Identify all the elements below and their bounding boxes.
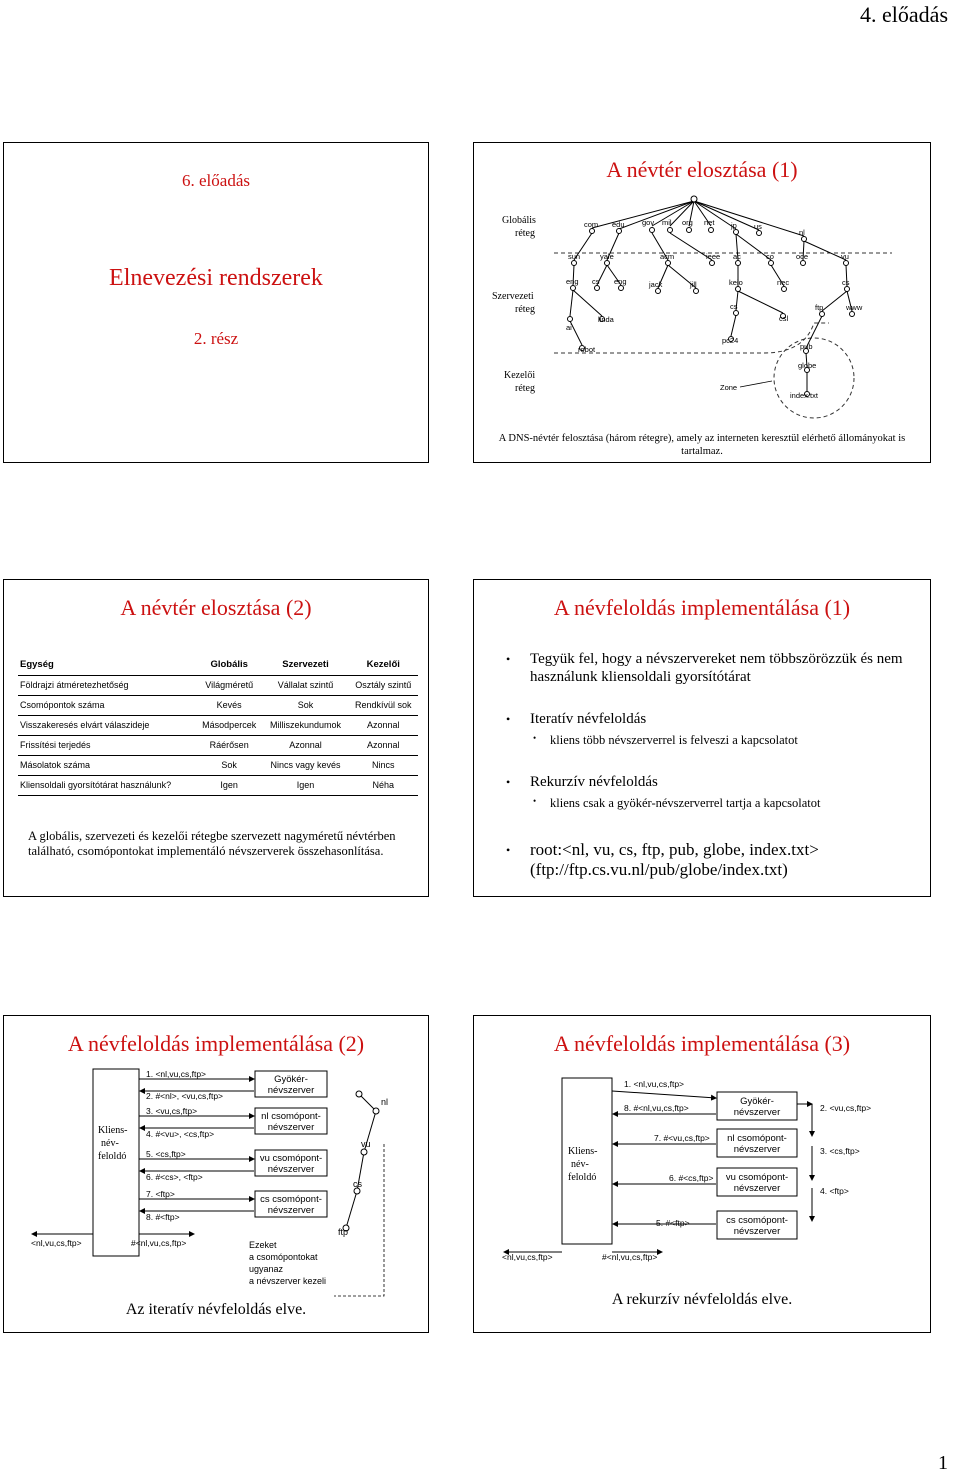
node-jill: jill: [690, 280, 697, 289]
vu-server-label-2: névszerver: [733, 1183, 781, 1194]
step-5: 5. #<ftp>: [656, 1218, 690, 1228]
node-globe: globe: [798, 361, 817, 370]
layer-global-label-1: Globális: [502, 215, 536, 226]
zone-boundary: [774, 338, 854, 418]
table-cell: Igen: [196, 775, 263, 795]
nl-server-label-1: nl csomópont-: [261, 1111, 321, 1122]
step-8: 8. #<ftp>: [146, 1212, 180, 1222]
client-label-3: feloldó: [98, 1151, 127, 1162]
step-8: 8. #<nl,vu,cs,ftp>: [624, 1103, 689, 1113]
bullet-example-path: [506, 840, 819, 880]
node-gov: gov: [642, 218, 655, 227]
col-header-global: Globális: [196, 655, 263, 675]
bullet-text: Rekurzív névfeloldás: [530, 774, 658, 790]
table-cell: Kliensoldali gyorsítótárat használunk?: [18, 775, 196, 795]
node-net: net: [704, 218, 715, 227]
node-nl: nl: [799, 228, 805, 237]
step-2: 2. #<nl>, <vu,cs,ftp>: [146, 1091, 224, 1101]
sub-bullet-recursive: [533, 796, 821, 811]
bullet-assumption: [506, 650, 910, 686]
table-cell: Csomópontok száma: [18, 695, 196, 715]
node-sun: sun: [568, 252, 581, 261]
client-label-2: név-: [101, 1138, 119, 1149]
step-6: 6. #<cs>, <ftp>: [146, 1172, 203, 1182]
tree-tag-cs: cs: [353, 1179, 362, 1189]
vu-server-label-1: vu csomópont-: [725, 1172, 789, 1183]
tree-tag-vu: vu: [361, 1139, 371, 1149]
root-server-label-2: névszerver: [267, 1085, 315, 1096]
bullet-text: kliens több névszerverrel is felveszi a kapcsolatot: [550, 733, 798, 747]
node-acm: acm: [660, 252, 675, 261]
slide-namespace-distribution-2: [3, 579, 429, 897]
bullet-dot: •: [533, 733, 537, 743]
slide-title: A névtér elosztása (2): [120, 595, 312, 620]
note-line-1: Ezeket: [249, 1240, 277, 1250]
node-com: com: [584, 220, 599, 229]
note-line-4: a névszerver kezeli: [249, 1276, 327, 1286]
node-ai: ai: [566, 323, 572, 332]
table-row: [18, 675, 418, 695]
layer-admin-label-1: Szervezeti: [492, 291, 534, 302]
table-cell: Nincs: [349, 755, 418, 775]
step-4: 4. <ftp>: [820, 1186, 849, 1196]
slide-name-resolution-2: [3, 1015, 429, 1333]
nl-server-label-1: nl csomópont-: [727, 1133, 787, 1144]
figure-caption: A rekurzív névfeloldás elve.: [611, 1291, 793, 1308]
step-7: 7. <ftp>: [146, 1189, 175, 1199]
step-1: 1. <nl,vu,cs,ftp>: [624, 1079, 685, 1089]
root-server-label-1: Gyökér-: [740, 1096, 774, 1107]
node-yale: yale: [600, 252, 614, 261]
zone-label: Zone: [720, 383, 738, 392]
node-eng-2: eng: [614, 277, 627, 286]
node-nec: nec: [777, 278, 790, 287]
dns-tree-diagram: [474, 143, 931, 463]
table-cell: Milliszekundumok: [262, 715, 348, 735]
table-cell: Osztály szintű: [349, 675, 418, 695]
node-pc24: pc24: [722, 336, 739, 345]
node-vu: vu: [841, 252, 849, 261]
table-cell: Visszakeresés elvárt válaszideje: [18, 715, 196, 735]
example-path: root:<nl, vu, cs, ftp, pub, globe, index.txt>: [530, 840, 819, 859]
node-robot: robot: [578, 345, 596, 354]
lecture-number: 6. előadás: [182, 171, 250, 190]
slide-title: A névfeloldás implementálása (3): [553, 1031, 851, 1056]
step-7: 7. #<vu,cs,ftp>: [654, 1133, 710, 1143]
layer-managerial-label-2: réteg: [515, 383, 535, 394]
table-row: [18, 695, 418, 715]
node-cs-1: cs: [592, 277, 600, 286]
bullet-dot: •: [506, 843, 511, 857]
node-mil: mil: [662, 218, 672, 227]
comparison-table: [18, 655, 418, 796]
slide-title-slide: [3, 142, 429, 463]
step-1: 1. <nl,vu,cs,ftp>: [146, 1069, 207, 1079]
figure-caption: A DNS-névtér felosztása (három rétegre), amely az interneten keresztül elérhető állományokat is tartalmaz.: [498, 433, 906, 457]
table-cell: Azonnal: [262, 735, 348, 755]
slide-title: A névfeloldás implementálása (1): [553, 595, 851, 620]
table-cell: Azonnal: [349, 715, 418, 735]
nl-server-label-2: névszerver: [267, 1122, 315, 1133]
node-oce: oce: [796, 252, 809, 261]
table-cell: Sok: [262, 695, 348, 715]
table-cell: Vállalat szintű: [262, 675, 348, 695]
table-row: [18, 775, 418, 795]
sub-bullet-iterative: [533, 733, 798, 748]
table-row: [18, 735, 418, 755]
slide-title: A névtér elosztása (1): [606, 157, 798, 182]
node-ieee: ieee: [706, 252, 721, 261]
node-jack: jack: [649, 280, 663, 289]
vu-server-label-2: névszerver: [267, 1164, 315, 1175]
slide-title: A névfeloldás implementálása (2): [67, 1031, 365, 1056]
bullet-dot: •: [533, 796, 537, 806]
tree-tag-ftp: ftp: [338, 1227, 349, 1237]
col-header-managerial: Kezelői: [349, 655, 418, 675]
recursive-resolution-diagram: [474, 1016, 931, 1333]
node-pub: pub: [800, 342, 813, 351]
bullet-dot: •: [506, 775, 511, 789]
node-ftp: ftp: [815, 303, 824, 312]
table-caption: A globális, szervezeti és kezelői rétegbe szervezett nagyméretű névtérben található, csomópontokat implementáló névszerverek összehasonlítása.: [28, 829, 396, 858]
page-number: 1: [938, 1452, 948, 1474]
node-cs-3: cs: [730, 302, 738, 311]
table-cell: Néha: [349, 775, 418, 795]
vu-server-label-1: vu csomópont-: [259, 1153, 323, 1164]
note-line-3: ugyanaz: [249, 1264, 284, 1274]
node-csl: csl: [779, 314, 789, 323]
table-cell: Frissítési terjedés: [18, 735, 196, 755]
table-cell: Másodpercek: [196, 715, 263, 735]
step-3: 3. <vu,cs,ftp>: [146, 1106, 198, 1116]
step-5: 5. <cs,ftp>: [146, 1149, 186, 1159]
node-us: us: [754, 222, 762, 231]
lecture-title: Elnevezési rendszerek: [109, 265, 323, 291]
layer-global-label-2: réteg: [515, 228, 535, 239]
table-cell: Azonnal: [349, 735, 418, 755]
table-cell: Ráérősen: [196, 735, 263, 755]
client-resolver-box: [93, 1069, 139, 1256]
right-result-label: #<nl,vu,cs,ftp>: [131, 1238, 187, 1248]
left-query-label: <nl,vu,cs,ftp>: [502, 1252, 553, 1262]
table-cell: Földrajzi átméretezhetőség: [18, 675, 196, 695]
admin-layer-boundary: [554, 323, 829, 353]
slide-name-resolution-1: [473, 579, 931, 897]
table-row: [18, 715, 418, 735]
node-cs-2: cs: [842, 278, 850, 287]
node-edu: edu: [612, 220, 625, 229]
cs-server-label-1: cs csomópont-: [260, 1194, 322, 1205]
cs-server-label-2: névszerver: [267, 1205, 315, 1216]
cs-server-label-1: cs csomópont-: [726, 1215, 788, 1226]
example-url: (ftp://ftp.cs.vu.nl/pub/globe/index.txt): [530, 860, 788, 879]
layer-managerial-label-1: Kezelői: [504, 370, 536, 381]
table-cell: Nincs vagy kevés: [262, 755, 348, 775]
table-cell: Világméretű: [196, 675, 263, 695]
client-label-1: Kliens-: [98, 1125, 128, 1136]
client-label-1: Kliens-: [568, 1146, 598, 1157]
note-boundary: [334, 1144, 384, 1296]
step-6: 6. #<cs,ftp>: [669, 1173, 714, 1183]
step-3: 3. <cs,ftp>: [820, 1146, 860, 1156]
step-4: 4. #<vu>, <cs,ftp>: [146, 1129, 215, 1139]
bullet-dot: •: [506, 652, 511, 666]
node-eng-1: eng: [566, 277, 579, 286]
col-header-administrational: Szervezeti: [262, 655, 348, 675]
page-header: 4. előadás: [860, 2, 948, 27]
cs-server-label-2: névszerver: [733, 1226, 781, 1237]
node-ac: ac: [733, 252, 741, 261]
note-line-2: a csomópontokat: [249, 1252, 318, 1262]
nl-server-label-2: névszerver: [733, 1144, 781, 1155]
root-server-label-2: névszerver: [733, 1107, 781, 1118]
table-row: [18, 755, 418, 775]
bullet-iterative: [506, 710, 647, 728]
bullet-text: kliens csak a gyökér-névszerverrel tartja a kapcsolatot: [550, 796, 821, 810]
tree-tag-nl: nl: [381, 1097, 389, 1107]
lecture-part: 2. rész: [193, 329, 239, 348]
node-jp: jp: [731, 221, 737, 230]
bullet-text: Tegyük fel, hogy a névszervereket nem többszörözzük és nem használunk kliensoldali gyorsítótárat: [530, 651, 903, 685]
node-keio: keio: [729, 278, 743, 287]
table-cell: Sok: [196, 755, 263, 775]
right-result-label: #<nl,vu,cs,ftp>: [602, 1252, 658, 1262]
layer-admin-label-2: réteg: [515, 304, 535, 315]
col-header-unit: Egység: [18, 655, 196, 675]
bullet-text: Iteratív névfeloldás: [530, 711, 647, 727]
figure-caption: Az iteratív névfeloldás elve.: [125, 1301, 307, 1318]
table-cell: Kevés: [196, 695, 263, 715]
slide-namespace-distribution-1: [473, 142, 931, 463]
node-co: co: [766, 252, 774, 261]
bullet-recursive: [506, 773, 658, 791]
left-query-label: <nl,vu,cs,ftp>: [31, 1238, 82, 1248]
client-label-2: név-: [571, 1159, 589, 1170]
node-org: org: [682, 218, 693, 227]
iterative-resolution-diagram: [4, 1016, 429, 1333]
step-2: 2. <vu,cs,ftp>: [820, 1103, 872, 1113]
table-cell: Igen: [262, 775, 348, 795]
table-cell: Másolatok száma: [18, 755, 196, 775]
root-server-label-1: Gyökér-: [274, 1074, 308, 1085]
slide-name-resolution-3: [473, 1015, 931, 1333]
client-label-3: feloldó: [568, 1172, 597, 1183]
node-www: www: [846, 303, 863, 312]
node-linda: linda: [598, 315, 614, 324]
bullet-dot: •: [506, 712, 511, 726]
node-index-txt: index.txt: [790, 391, 818, 400]
table-cell: Rendkívül sok: [349, 695, 418, 715]
